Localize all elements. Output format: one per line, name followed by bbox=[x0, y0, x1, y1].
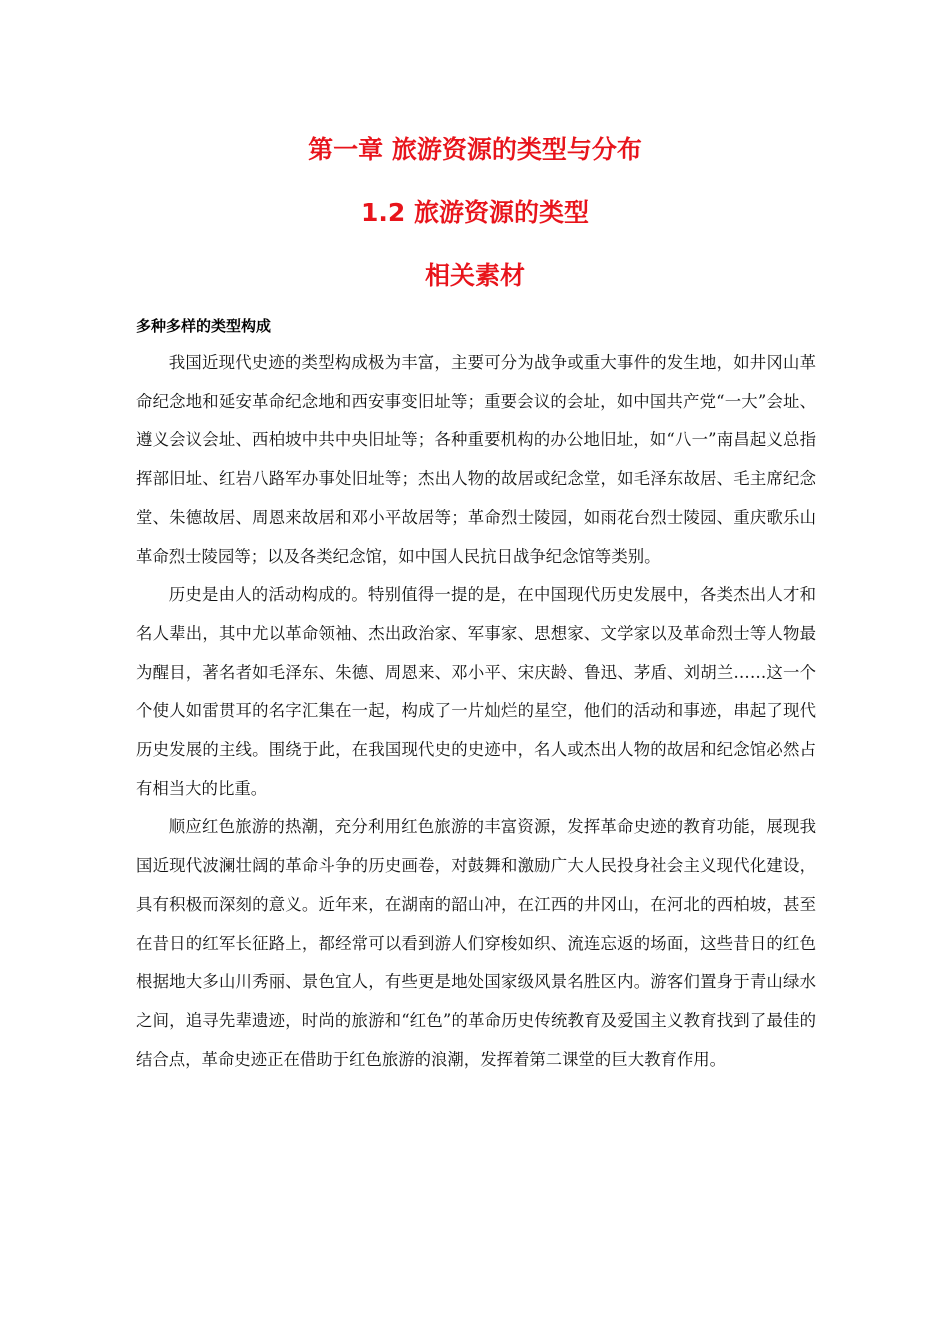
paragraph-1: 我国近现代史迹的类型构成极为丰富，主要可分为战争或重大事件的发生地，如井冈山革命纪念地和延安革命纪念地和西安事变旧址等；重要会议的会址，如中国共产党“一大”会址、遵义会议会址、西柏坡中共中央旧址等；各种重要机构的办公地旧址，如“八一”南昌起义总指挥部旧址、红岩八路军办事处旧址等；杰出人物的故居或纪念堂，如毛泽东故居、毛主席纪念堂、朱德故居、周恩来故居和邓小平故居等；革命烈士陵园，如雨花台烈士陵园、重庆歌乐山革命烈士陵园等；以及各类纪念馆，如中国人民抗日战争纪念馆等类别。 bbox=[136, 353, 816, 566]
section-heading: 多种多样的类型构成 bbox=[136, 317, 272, 335]
paragraph-3: 顺应红色旅游的热潮，充分利用红色旅游的丰富资源，发挥革命史迹的教育功能，展现我国近现代波澜壮阔的革命斗争的历史画卷，对鼓舞和激励广大人民投身社会主义现代化建设，具有积极而深刻的意义。近年来，在湖南的韶山冲，在江西的井冈山，在河北的西柏坡，甚至在昔日的红军长征路上，都经常可以看到游人们穿梭如织、流连忘返的场面，这些昔日的红色根据地大多山川秀丽、景色宜人，有些更是地处国家级风景名胜区内。游客们置身于青山绿水之间，追寻先辈遗迹，时尚的旅游和“红色”的革命历史传统教育及爱国主义教育找到了最佳的结合点，革命史迹正在借助于红色旅游的浪潮，发挥着第二课堂的巨大教育作用。 bbox=[136, 817, 816, 1069]
paragraph-2: 历史是由人的活动构成的。特别值得一提的是，在中国现代历史发展中，各类杰出人才和名人辈出，其中尤以革命领袖、杰出政治家、军事家、思想家、文学家以及革命烈士等人物最为醒目，著名者如毛泽东、朱德、周恩来、邓小平、宋庆龄、鲁迅、茅盾、刘胡兰……这一个个使人如雷贯耳的名字汇集在一起，构成了一片灿烂的星空，他们的活动和事迹，串起了现代历史发展的主线。围绕于此，在我国现代史的史迹中，名人或杰出人物的故居和纪念馆必然占有相当大的比重。 bbox=[136, 585, 816, 798]
body-text bbox=[136, 344, 816, 1079]
material-title: 相关素材 bbox=[424, 261, 525, 290]
section-title: 1.2 旅游资源的类型 bbox=[361, 198, 589, 227]
chapter-title: 第一章 旅游资源的类型与分布 bbox=[308, 135, 642, 164]
